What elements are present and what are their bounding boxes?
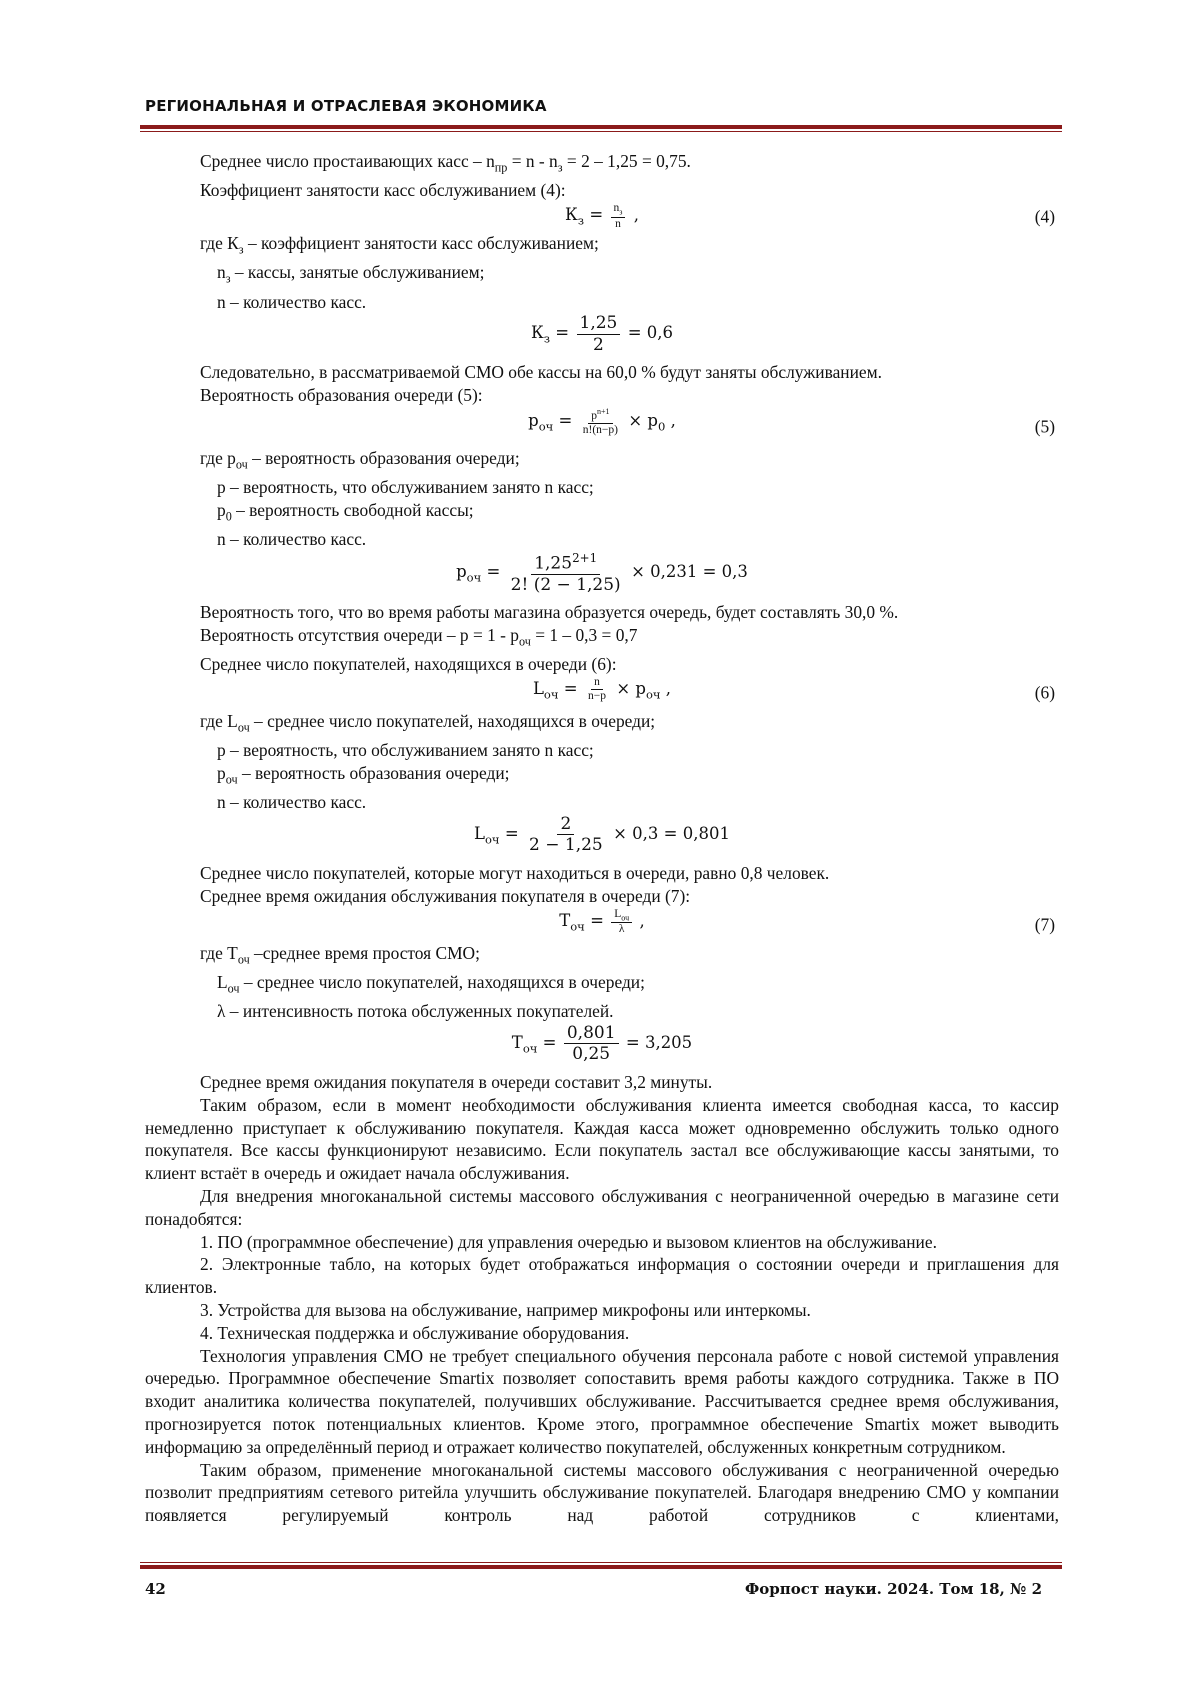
fraction: $\frac{1,25}{2}$ xyxy=(577,313,621,355)
where-line: n – количество касс. xyxy=(217,529,367,550)
text-line: Следовательно, в рассматриваемой СМО обе кассы на 60,0 % будут заняты обслуживанием. xyxy=(200,362,882,383)
paragraph: Для внедрения многоканальной системы массового обслуживания с неограниченной очередью в магазине сети понадобятся: xyxy=(145,1186,1059,1229)
text-line: Среднее число простаивающих касс – $n_{пр} = n - n_з = 2 - 1,25 = 0,75$. xyxy=(200,151,691,175)
text-line: Вероятность образования очереди (5): xyxy=(200,385,483,406)
where-line: p – вероятность, что обслуживанием занято n касс; xyxy=(217,740,594,761)
where-line: $n_з$ – кассы, занятые обслуживанием; xyxy=(217,262,485,286)
calculation-5: $p_{оч}$ = $\frac{1,25^{2+1}}{2! (2 - 1,25)}$ × 0,231 = 0,3 xyxy=(456,551,748,596)
page-body xyxy=(145,150,1059,1527)
text-line: Среднее время ожидания обслуживания покупателя в очереди (7): xyxy=(200,885,691,906)
list-item: 2. Электронные табло, на которых будет отображаться информация о состоянии очереди и приглашения для клиентов. xyxy=(145,1254,1059,1298)
list-item: 1. ПО (программное обеспечение) для управления очередью и вызовом клиентов на обслуживание. xyxy=(200,1231,937,1252)
where-line: где $К_з$ – коэффициент занятости касс обслуживанием; xyxy=(200,233,599,257)
formula-7: $T_{оч}$ = $\frac{L_{оч}}{\lambda}$ , (7) xyxy=(559,907,1055,936)
formula-6: $L_{оч}$ = $\frac{n}{n-p}$ × $p_{оч}$ , (6) xyxy=(532,675,1055,703)
fraction: $\frac{1,25^{2+1}}{2! (2 - 1,25)}$ xyxy=(510,551,621,596)
where-line: n – количество касс. xyxy=(217,291,367,312)
fraction: $\frac{n_з}{n}$ xyxy=(611,202,626,231)
formula-4: $К_з$ = $\frac{n_з}{n}$ , (4) xyxy=(565,202,1055,230)
fraction: $\frac{n}{n-p}$ xyxy=(587,675,606,703)
calculation-4: $К_з$ = $\frac{1,25}{2}$ = 0,6 xyxy=(530,313,674,355)
running-header: РЕГИОНАЛЬНАЯ И ОТРАСЛЕВАЯ ЭКОНОМИКА xyxy=(145,97,547,115)
where-line: $L_{оч}$ – среднее число покупателей, находящихся в очереди; xyxy=(217,971,645,996)
calculation-7: $T_{оч}$ = $\frac{0,801}{0,25}$ = 3,205 xyxy=(511,1023,693,1065)
fraction: $\frac{0,801}{0,25}$ xyxy=(564,1023,619,1065)
footer-rule-thick xyxy=(140,1565,1062,1569)
where-line: $p_0$ – вероятность свободной кассы; xyxy=(217,500,474,524)
page-number: 42 xyxy=(145,1580,166,1598)
header-rule-thick xyxy=(140,125,1062,129)
equation-number: (7) xyxy=(1034,914,1055,935)
formula-5: $p_{оч}$ = $\frac{p^{n+1}}{n!(n-p)}$ × $p_0$ , (5) xyxy=(528,406,1055,437)
text-line: Среднее число покупателей, находящихся в очереди (6): xyxy=(200,654,617,675)
where-line: где $p_{оч}$ – вероятность образования очереди; xyxy=(200,447,520,472)
text-line: Коэффициент занятости касс обслуживанием (4): xyxy=(200,180,566,201)
paragraph: Таким образом, применение многоканальной системы массового обслуживания с неограниченной очередью позволит предприятиям сетевого ритейла улучшить обслуживание покупателей. Благодаря внедрению СМО у компании появляется регулируемый контроль над работой сотрудников с клиентами, xyxy=(145,1459,1059,1526)
equation-number: (4) xyxy=(1034,206,1055,227)
paragraph: Таким образом, если в момент необходимости обслуживания клиента имеется свободная касса, то кассир немедленно приступает к обслуживанию покупателя. Каждая касса может одновременно обслужить только одного покупателя. Все кассы функционируют независимо. Если покупатель застал все обслуживающие кассы занятыми, то клиент встаёт в очередь и ожидает начала обслуживания. xyxy=(145,1094,1059,1184)
footer-rule-thin xyxy=(140,1562,1062,1563)
calculation-6: $L_{оч}$ = $\frac{2}{2 - 1,25}$ × 0,3 = 0,801 xyxy=(474,814,730,856)
text-line: Среднее время ожидания покупателя в очереди составит 3,2 минуты. xyxy=(200,1072,713,1093)
where-line: $p_{оч}$ – вероятность образования очереди; xyxy=(217,763,510,787)
where-line: λ – интенсивность потока обслуженных покупателей. xyxy=(217,1001,614,1022)
where-line: где $Т_{оч}$ –среднее время простоя СМО; xyxy=(200,942,480,967)
list-item: 3. Устройства для вызова на обслуживание, например микрофоны или интеркомы. xyxy=(200,1299,811,1320)
text-line: Среднее число покупателей, которые могут находиться в очереди, равно 0,8 человек. xyxy=(200,863,830,884)
where-line: где $L_{оч}$ – среднее число покупателей, находящихся в очереди; xyxy=(200,710,656,735)
where-line: p – вероятность, что обслуживанием занято n касс; xyxy=(217,477,594,498)
text-line: Вероятность отсутствия очереди – $p = 1 - p_{оч} = 1 - 0,3 = 0,7$ xyxy=(200,624,638,649)
equation-number: (5) xyxy=(1034,416,1055,437)
journal-citation: Форпост науки. 2024. Том 18, № 2 xyxy=(745,1580,1042,1598)
fraction: $\frac{2}{2 - 1,25}$ xyxy=(529,814,603,856)
equation-number: (6) xyxy=(1034,682,1055,703)
header-rule-thin xyxy=(140,131,1062,132)
paragraph: Технология управления СМО не требует специального обучения персонала работе с новой системой управления очередью. Программное обеспечение Smartix позволяет сопоставить время работы каждого сотрудника. Также в ПО входит аналитика количества покупателей, получивших обслуживание. Рассчитывается среднее время обслуживания, прогнозируется поток потенциальных клиентов. Кроме этого, программное обеспечение Smartix может выводить информацию за определённый период и отражает количество покупателей, обслуженных конкретным сотрудником. xyxy=(145,1345,1059,1457)
where-line: n – количество касс. xyxy=(217,792,367,813)
fraction: $\frac{L_{оч}}{\lambda}$ xyxy=(611,908,632,937)
fraction: $\frac{p^{n+1}}{n!(n-p)}$ xyxy=(582,406,618,437)
list-item: 4. Техническая поддержка и обслуживание оборудования. xyxy=(200,1322,630,1343)
text-line: Вероятность того, что во время работы магазина образуется очередь, будет составлять 30,0 %. xyxy=(200,602,899,623)
